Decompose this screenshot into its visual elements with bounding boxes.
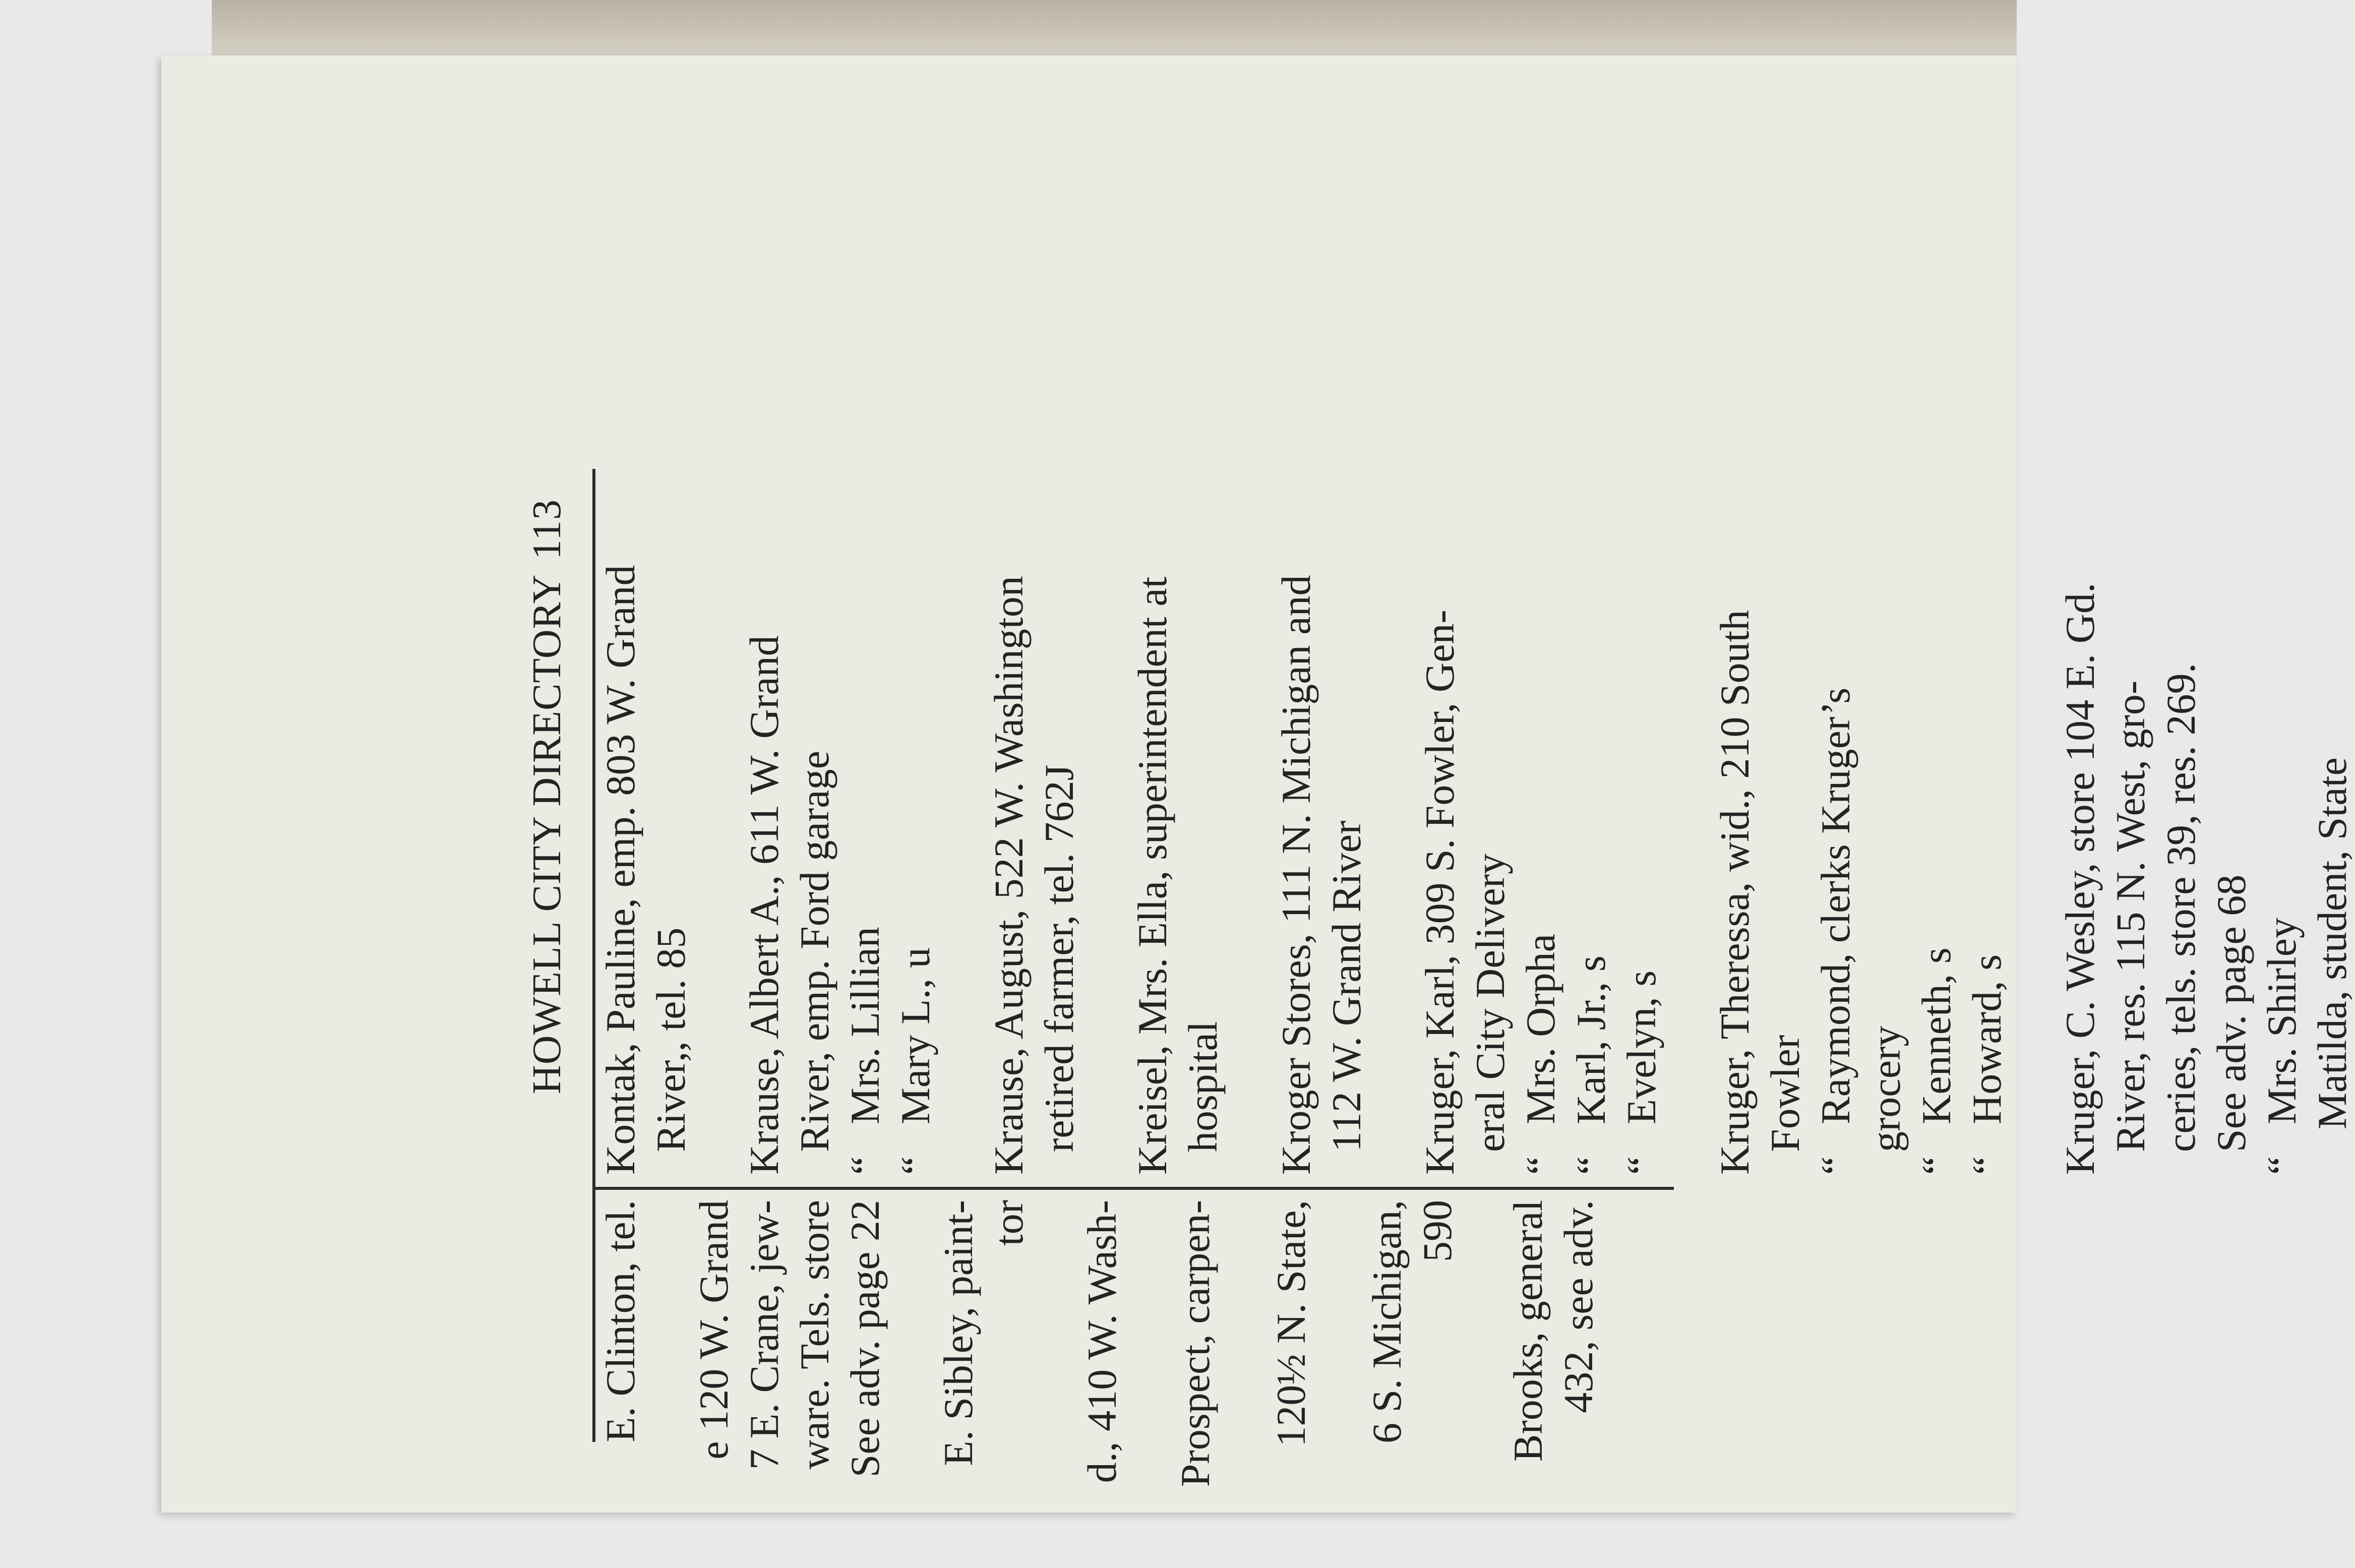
fragment-line: e 120 W. Grand [691,1200,737,1460]
directory-entry-line [1865,1026,1907,1152]
entry-text: Kruger, C. Wesley, store 104 E. Gd. [2057,582,2103,1175]
entry-text: Kroger Stores, 111 N. Michigan and [1273,575,1319,1175]
ditto-mark: “ [892,1156,938,1175]
right-column [597,418,2355,1175]
directory-entry-line [2309,757,2355,1129]
directory-entry-line [1618,970,1664,1175]
entry-text: 112 W. Grand River [1323,820,1369,1152]
entry-text: River, emp. Ford garage [792,751,837,1152]
ditto-mark: “ [1964,1156,2010,1175]
fragment-line: See adv. page 22 [842,1200,888,1478]
fragment-line: tor [986,1200,1032,1246]
entry-text: Mrs. Lillian [842,927,888,1124]
directory-entry-line [1419,610,1461,1175]
fragment-line: E. Clinton, tel. [597,1200,643,1442]
directory-entry-line [1323,820,1369,1152]
page-title: HOWELL CITY DIRECTORY [525,574,569,1094]
entry-text: Raymond, clerks Kruger’s [1813,687,1858,1124]
entry-text: eral City Delivery [1467,853,1513,1152]
entry-text: Krause, August, 522 W. Washington [986,576,1032,1175]
directory-entry-line [1036,764,1082,1152]
page-header [514,474,570,1568]
entry-text: grocery [1863,1026,1909,1152]
directory-entry-line [741,635,787,1175]
entry-text: Howard, s [1964,954,2010,1124]
entry-text: Matilda, student, State [2309,757,2355,1129]
directory-entry-line [1273,575,1319,1175]
directory-entry-line [1815,688,1856,1175]
directory-entry-line [1966,954,2008,1175]
directory-entry-line [2208,874,2254,1152]
entry-text: River,, tel. 85 [648,927,694,1152]
page-number: 113 [525,499,569,560]
fragment-line: ware. Tels. store [792,1200,837,1470]
directory-entry-line [2057,582,2103,1175]
directory-entry-line [794,751,835,1152]
directory-entry-line [2160,663,2202,1152]
entry-text: Kontak, Pauline, emp. 803 W. Grand [597,565,643,1175]
directory-entry-line [1467,853,1513,1152]
fragment-line: 120½ N. State, [1268,1200,1314,1447]
directory-entry-line [2107,680,2153,1152]
ditto-mark: “ [1913,1156,1959,1175]
entry-text: hospital [1180,1021,1226,1152]
fragment-line: 7 E. Crane, jew- [741,1200,787,1470]
entry-text: Mary L., u [892,947,938,1124]
entry-text: Mrs. Orpha [1518,933,1563,1124]
ditto-mark: “ [2259,1156,2305,1175]
directory-entry-line [844,927,886,1175]
entry-text: retired farmer, tel. 762J [1036,764,1082,1152]
entry-text: Kreisel, Mrs. Ella, superintendent at [1129,576,1175,1175]
fragment-line: E. Sibley, paint- [935,1200,981,1466]
entry-text: River, res. 115 N. West, gro- [2107,680,2153,1152]
fragment-line: 432, see adv. [1555,1200,1601,1413]
ditto-mark: “ [1518,1156,1563,1175]
entry-text: Kenneth, s [1913,947,1959,1124]
directory-entry-line [1520,934,1561,1175]
directory-entry-line [1913,947,1959,1175]
fragment-line: Brooks, general [1505,1200,1551,1462]
entry-text: Fowler [1762,1035,1808,1152]
fragment-line: 590 [1414,1200,1460,1262]
directory-entry-line [1714,610,1756,1175]
fragment-line: d., 410 W. Wash- [1079,1200,1125,1483]
fragment-line: Prospect, carpen- [1172,1200,1218,1487]
entry-text: See adv. page 68 [2208,874,2254,1152]
directory-entry-line [650,928,692,1152]
directory-entry-line [1568,955,1614,1175]
header-rule [592,469,595,1442]
entry-text: Mrs. Shirley [2259,918,2305,1124]
left-column [597,1195,1674,1568]
entry-text: ceries, tels. store 39, res. 269. [2158,662,2204,1152]
column-divider [595,1187,1674,1190]
entry-text: Karl, Jr., s [1568,955,1614,1124]
rotated-page-content [161,55,2355,1568]
ditto-mark: “ [1813,1156,1858,1175]
entry-text: Kruger, Karl, 309 S. Fowler, Gen- [1417,610,1463,1175]
directory-entry-line [1129,576,1175,1175]
entry-text: Krause, Albert A., 611 W. Grand [741,635,787,1175]
ditto-mark: “ [1618,1156,1664,1175]
ditto-mark: “ [1568,1156,1614,1175]
directory-entry-line [1762,1035,1808,1152]
fragment-line: 6 S. Michigan, [1364,1200,1410,1443]
directory-entry-line [988,576,1030,1175]
directory-entry-line [1182,1021,1224,1152]
entry-text: Evelyn, s [1618,970,1664,1124]
directory-page [161,55,2355,1513]
directory-entry-line [892,947,938,1175]
entry-text: Kruger, Theressa, wid., 210 South [1712,610,1758,1175]
ditto-mark: “ [842,1156,888,1175]
directory-entry-line [2261,918,2303,1175]
directory-entry-line [597,565,643,1175]
